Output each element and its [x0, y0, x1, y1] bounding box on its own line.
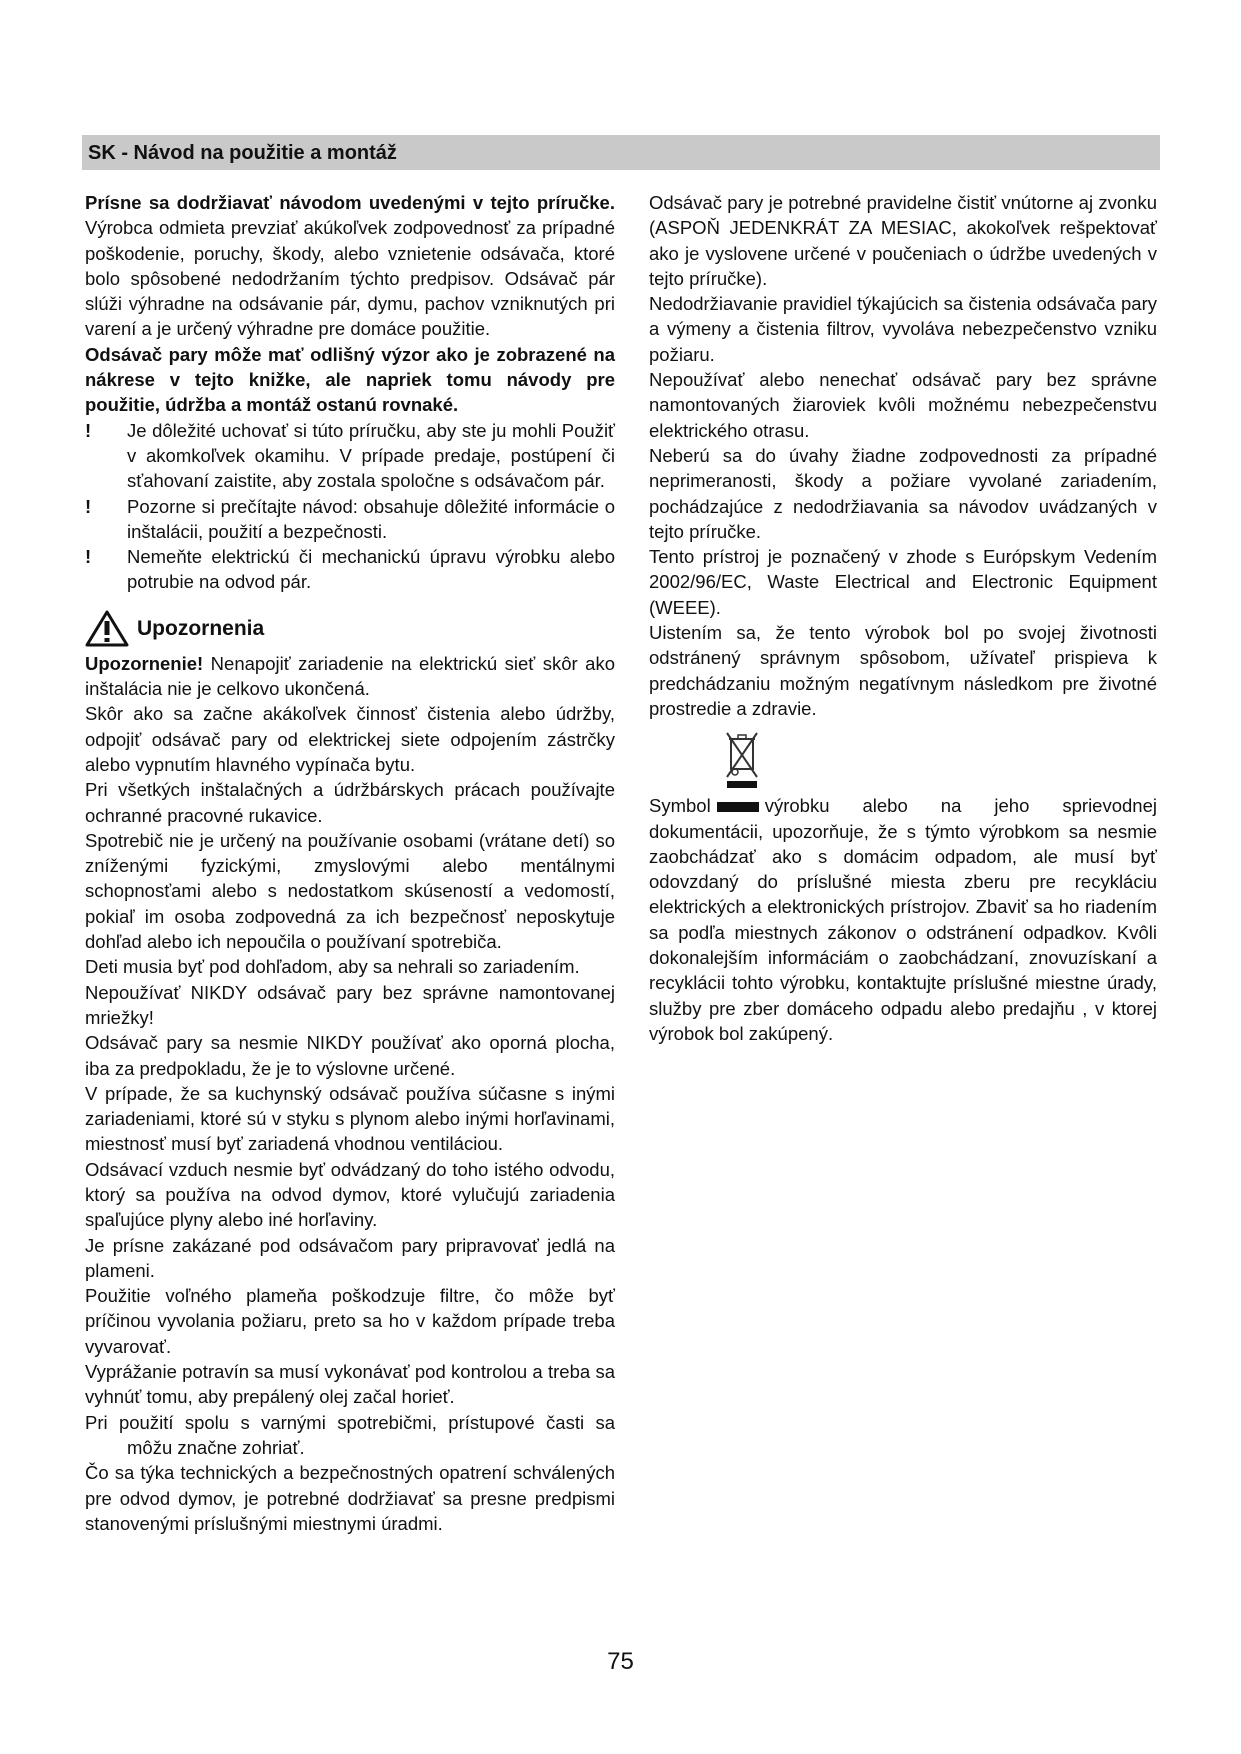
crossed-bin-icon [725, 729, 759, 789]
bullet-item: ! Je dôležité uchovať si túto príručku, aby ste ju mohli Použiť v akomkoľvek okamihu. V prípade predaje, postúpení či sťahovaní zaistite, aby zostala spoločne s odsávačom pár. [85, 419, 615, 492]
left-column [85, 190, 615, 1536]
paragraph: Nepoužívať NIKDY odsávač pary bez správne namontovanej mriežky! [85, 981, 615, 1028]
paragraph: V prípade, že sa kuchynský odsávač používa súčasne s inými zariadeniami, ktoré sú v styku s plynom alebo inými horľavinami, miestnosť musí byť zariadená vhodnou ventiláciou. [85, 1082, 615, 1155]
paragraph: Odsávací vzduch nesmie byť odvádzaný do toho istého odvodu, ktorý sa používa na odvod dymov, ktoré vylučujú zariadenia spaľujúce plyny alebo iné horľaviny. [85, 1158, 615, 1231]
paragraph: Neberú sa do úvahy žiadne zodpovednosti za prípadné neprimeranosti, škody a požiare vyvolané zariadením, pochádzajúce z nedodržiavania sa návodov uvádzaných v tejto príručke. [649, 444, 1157, 542]
paragraph: Nedodržiavanie pravidiel týkajúcich sa čistenia odsávača pary a výmeny a čistenia filtrov, vyvoláva nebezpečenstvo vzniku požiaru. [649, 293, 1157, 365]
bullet-mark: ! [85, 546, 92, 568]
paragraph: Je prísne zakázané pod odsávačom pary pripravovať jedlá na plameni. [85, 1234, 615, 1281]
paragraph: Uistením sa, že tento výrobok bol po svojej životnosti odstránený správnym spôsobom, užívateľ prispieva k predchádzaniu možným negatívnym následkom pre životné prostredie a zdravie. [649, 622, 1157, 719]
page-title: SK - Návod na použitie a montáž [88, 142, 397, 164]
paragraph: Tento prístroj je poznačený v zhode s Európskym Vedením 2002/96/EC, Waste Electrical and Electronic Equipment (WEEE). [649, 546, 1157, 618]
warnings-heading-text: Upozornenia [137, 617, 265, 641]
intro-bold: Prísne sa dodržiavať návodom uvedenými v tejto príručke. [85, 192, 615, 213]
paragraph: Odsávač pary je potrebné pravidelne čistiť vnútorne aj zvonku (ASPOŇ JEDENKRÁT ZA MESIAC, akokoľvek rešpektovať ako je vyslovene určené v poučeniach o údržbe uvedených v tejto príručke). [649, 192, 1157, 289]
paragraph: Deti musia byť pod dohľadom, aby sa nehrali so zariadením. [85, 956, 580, 978]
warnings-heading [85, 609, 615, 649]
bullet-item: ! Nemeňte elektrickú či mechanickú úpravu výrobku alebo potrubie na odvod pár. [85, 546, 615, 593]
paragraph: Odsávač pary sa nesmie NIKDY používať ako oporná plocha, iba za predpokladu, že je to výslovne určené. [85, 1032, 615, 1079]
paragraph: Vyprážanie potravín sa musí vykonávať pod kontrolou a treba sa vyhnúť tomu, aby prepálený olej začal horieť. [85, 1361, 615, 1408]
appearance-note: Odsávač pary môže mať odlišný výzor ako je zobrazené na nákrese v tejto knižke, ale napriek tomu návody pre použitie, údržba a montáž ostanú rovnaké. [85, 343, 615, 416]
paragraph: Pri všetkých inštalačných a údržbárskych prácach používajte ochranné pracovné rukavice. [85, 779, 615, 826]
paragraph: Použitie voľného plameňa poškodzuje filtre, čo môže byť príčinou vyvolania požiaru, preto sa ho v každom prípade treba vyvarovať. [85, 1285, 615, 1357]
symbol-bar-icon [717, 802, 759, 812]
weee-symbol-area [649, 729, 1157, 789]
bullet-mark: ! [85, 419, 92, 441]
bullet-mark: ! [85, 495, 92, 517]
page-number: 75 [607, 1648, 634, 1675]
right-column [649, 190, 1157, 1046]
intro-text: Výrobca odmieta prevziať akúkoľvek zodpovednosť za prípadné poškodenie, poruchy, škody, alebo vznietenie odsávača, ktoré bolo spôsobené nedodržaním týchto predpisov. Odsávač pár slúži výhradne na odsávanie pár, dymu, pachov vzniknutých pri varení a je určený výhradne pre domáce použitie. [85, 217, 615, 340]
bullet-item: ! Pozorne si prečítajte návod: obsahuje dôležité informácie o inštalácii, použití a bezpečnosti. [85, 495, 615, 542]
symbol-paragraph: Symbol výrobku alebo na jeho sprievodnej dokumentácii, upozorňuje, že s týmto výrobkom sa nesmie zaobchádzať ako s domácim odpadom, ale musí byť odovzdaný do príslušné miesta zberu pre recykláciu elektrických a elektronických prístrojov. Zbaviť sa ho riadením sa podľa miestnych zákonov o odstránení odpadkov. Kvôli dokonalejším informáciám o zaobchádzaní, znovuzískaní a recyklácii tohto výrobku, kontaktujte príslušné miestne úrady, služby pre zber domáceho odpadu alebo predajňu , v ktorej výrobok bol zakúpený. [649, 795, 1157, 1044]
paragraph: Skôr ako sa začne akákoľvek činnosť čistenia alebo údržby, odpojiť odsávač pary od elektrickej siete odpojením zástrčky alebo vypnutím hlavného vypínača bytu. [85, 703, 615, 775]
paragraph: Čo sa týka technických a bezpečnostných opatrení schválených pre odvod dymov, je potrebné dodržiavať sa presne predpismi stanovenými príslušnými miestnymi úradmi. [85, 1462, 615, 1534]
intro-paragraph [85, 190, 615, 342]
paragraph: Nepoužívať alebo nenechať odsávač pary bez správne namontovaných žiaroviek kvôli možnému nebezpečenstvu elektrického otrasu. [649, 369, 1157, 441]
paragraph: Spotrebič nie je určený na používanie osobami (vrátane detí) so zníženými fyzickými, zmyslovými alebo mentálnymi schopnosťami alebo s nedostatkom skúseností a vedomostí, pokiaľ im osoba zodpovedná za ich bezpečnosť neposkytuje dohľad alebo ich nepoučila o používaní spotrebiča. [85, 829, 615, 953]
warning-icon [85, 610, 129, 648]
warning-lead: Upozornenie! Nenapojiť zariadenie na elektrickú sieť skôr ako inštalácia nie je celkovo ukončená. [85, 652, 615, 700]
hanging-paragraph: Pri použití spolu s varnými spotrebičmi, prístupové časti sa môžu značne zohriať. [85, 1411, 615, 1458]
